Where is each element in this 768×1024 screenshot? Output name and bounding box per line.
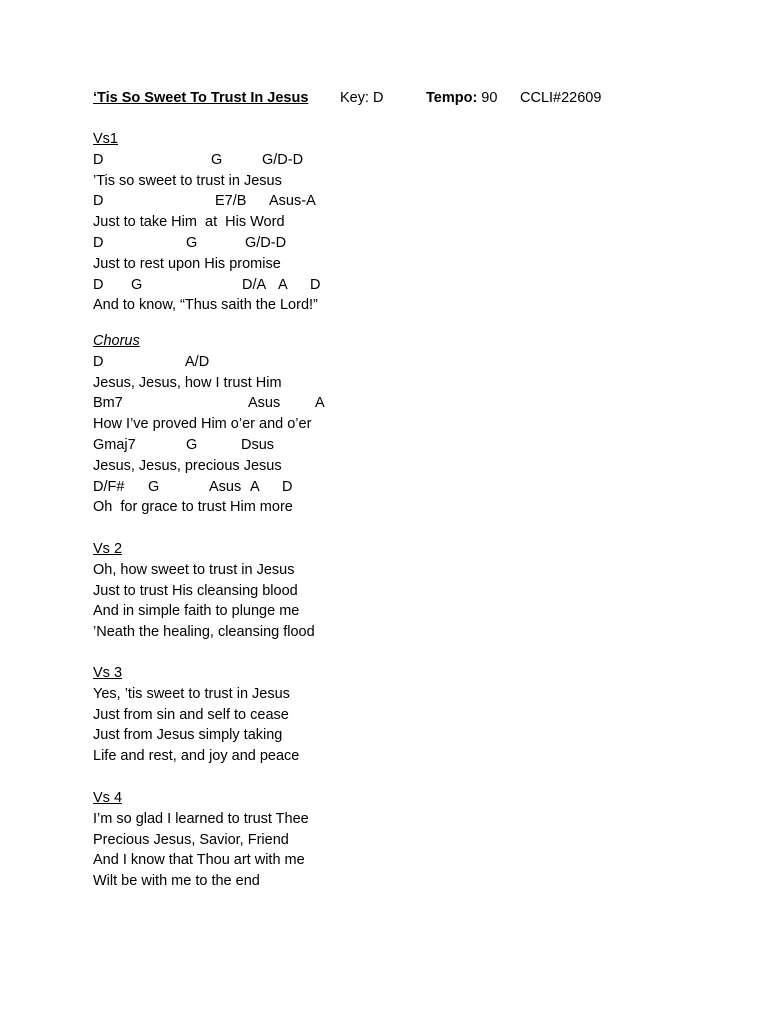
lyric-line: And in simple faith to plunge me [93, 603, 300, 620]
chord: D [93, 151, 104, 168]
chord: G [148, 478, 160, 495]
chord: A [250, 478, 260, 495]
chord: G/D-D [245, 234, 287, 251]
chord: A/D [185, 353, 210, 370]
verse-3-section [93, 663, 299, 767]
chord-line [93, 275, 321, 296]
lyric-line: Just from sin and self to cease [93, 706, 289, 723]
chord: D/F# [93, 478, 125, 495]
chord: G [211, 151, 223, 168]
chord-line [93, 393, 325, 414]
chorus-label: Chorus [93, 333, 140, 349]
chord: G [186, 436, 198, 453]
chord-line [93, 191, 318, 212]
lyric-line: Just to take Him at His Word [93, 214, 285, 231]
lyric-line: Just to trust His cleansing blood [93, 582, 298, 599]
lyric-line: I’m so glad I learned to trust Thee [93, 810, 309, 827]
lyric-line: Life and rest, and joy and peace [93, 748, 300, 765]
lyric-line: And I know that Thou art with me [93, 852, 305, 869]
lyric-line: Jesus, Jesus, precious Jesus [93, 457, 282, 474]
chord: E7/B [215, 193, 247, 210]
verse-3-label: Vs 3 [93, 665, 123, 681]
lyric-line: Just to rest upon His promise [93, 255, 281, 272]
chord: D [282, 478, 293, 495]
tempo-value: 90 [477, 90, 498, 106]
lyric-line: And to know, “Thus saith the Lord!” [93, 297, 318, 314]
verse-4-section [93, 788, 309, 892]
lyric-line: ’Tis so sweet to trust in Jesus [93, 172, 282, 189]
chord: A [278, 276, 288, 293]
chord: D [93, 353, 104, 370]
lyric-line: Just from Jesus simply taking [93, 727, 283, 744]
chord-line [93, 477, 311, 498]
verse-1-section [93, 129, 321, 316]
chord: D [93, 193, 104, 210]
lyric-line: Yes, ’tis sweet to trust in Jesus [93, 685, 290, 702]
lyric-line: Jesus, Jesus, how I trust Him [93, 374, 282, 391]
song-key [340, 88, 384, 109]
chord: Gmaj7 [93, 436, 136, 453]
lyric-line: Oh for grace to trust Him more [93, 499, 293, 516]
ccli-number: CCLI#22609 [520, 90, 602, 106]
chord: G [186, 234, 198, 251]
chord-line [93, 435, 311, 456]
key-label: Key: [340, 90, 370, 106]
chord-line [93, 233, 318, 254]
lyric-line: How I’ve proved Him o’er and o’er [93, 416, 312, 433]
lyric-line: Oh, how sweet to trust in Jesus [93, 561, 295, 578]
verse-1-label: Vs1 [93, 131, 118, 147]
song-tempo [426, 88, 497, 109]
lyric-line: Wilt be with me to the end [93, 873, 260, 890]
chord: A [315, 395, 325, 412]
chord: Bm7 [93, 395, 123, 412]
chorus-section [93, 331, 325, 518]
chord: D [310, 276, 321, 293]
chord: Dsus [241, 436, 275, 453]
verse-4-label: Vs 4 [93, 790, 123, 806]
chord: D [93, 276, 104, 293]
chord: G [131, 276, 143, 293]
chord: G/D-D [262, 151, 304, 168]
chord: Asus [209, 478, 242, 495]
song-title: ‘Tis So Sweet To Trust In Jesus [93, 90, 309, 106]
tempo-label: Tempo: [426, 90, 478, 106]
chord: D/A [242, 276, 267, 293]
lyric-line: ’Neath the healing, cleansing flood [93, 624, 315, 641]
chord-line [93, 150, 318, 171]
verse-2-section [93, 539, 315, 643]
chord: Asus-A [269, 193, 316, 210]
verse-2-label: Vs 2 [93, 541, 123, 557]
key-value: D [369, 90, 384, 106]
chord: D [93, 234, 104, 251]
chord-line [93, 352, 311, 373]
chord: Asus [248, 395, 281, 412]
lyric-line: Precious Jesus, Savior, Friend [93, 831, 289, 848]
